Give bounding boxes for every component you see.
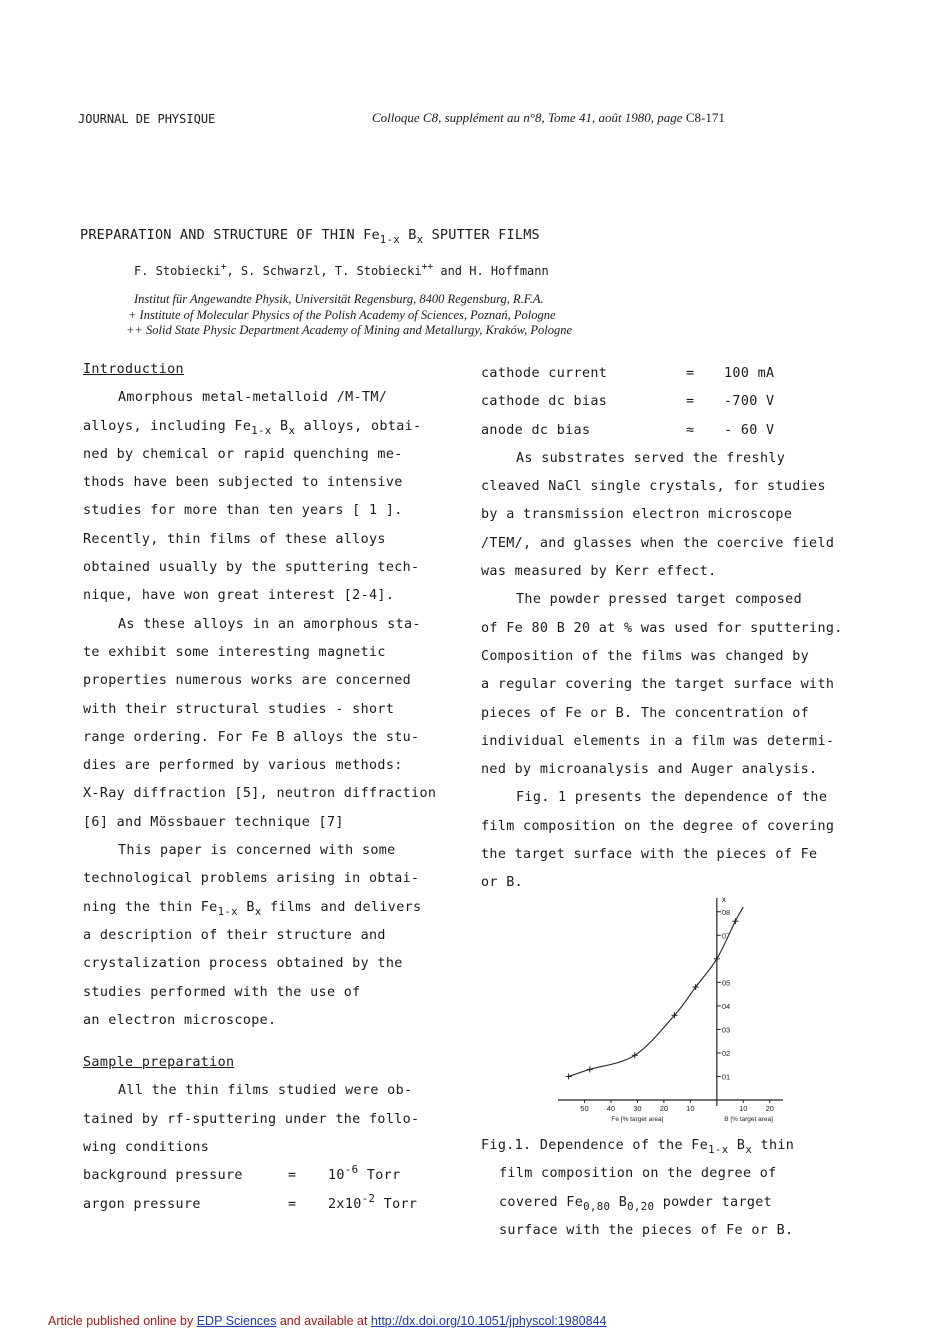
figure-1-plot bbox=[550, 890, 790, 1130]
y-tick-label: 04 bbox=[721, 1001, 731, 1011]
y-tick-label: 01 bbox=[721, 1072, 731, 1082]
condition-cathode-current: cathode current = 100 mA bbox=[481, 366, 775, 381]
condition-cathode-bias: cathode dc bias = -700 V bbox=[481, 394, 775, 410]
text-line: Fig. 1 presents the dependence of the bbox=[516, 790, 828, 806]
text-line: [6] and Mössbauer technique [7] bbox=[83, 814, 344, 830]
data-point bbox=[566, 1073, 572, 1079]
condition-argon-pressure: argon pressure = $2x10^{-2}$ Torr bbox=[83, 1191, 418, 1212]
figure-1 bbox=[550, 890, 790, 1135]
publisher-link[interactable]: EDP Sciences bbox=[196, 1314, 277, 1328]
author-list: F. Stobiecki+, S. Schwarzl, T. Stobiecki++ and H. Hoffmann bbox=[134, 261, 549, 278]
text-line: technological problems arising in obtai- bbox=[83, 871, 420, 887]
text-line: an electron microscope. bbox=[83, 1012, 277, 1028]
doi-link[interactable]: http://dx.doi.org/10.1051/jphyscol:1980844 bbox=[370, 1314, 607, 1328]
x-tick-label: 50 bbox=[580, 1104, 589, 1113]
y-axis-label: x bbox=[721, 895, 726, 904]
text-line: studies for more than ten years [ 1 ]. bbox=[83, 503, 403, 519]
x-axis-label-b: B [% target area] bbox=[724, 1116, 773, 1123]
text-line: All the thin films studied were ob- bbox=[118, 1083, 413, 1099]
caption-line: Fig.1. Dependence of the $Fe_{1-x}$ $B_x$ thin bbox=[481, 1138, 795, 1156]
text-line: Amorphous metal-metalloid /M-TM/ bbox=[118, 390, 388, 406]
publication-footer: Article published online by EDP Sciences and available at http://dx.doi.org/10.1051/jphyscol:1980844 bbox=[48, 1314, 607, 1328]
colloque-reference bbox=[372, 110, 725, 126]
section-heading-introduction: Introduction bbox=[83, 362, 184, 377]
text-line: The powder pressed target composed bbox=[516, 592, 803, 608]
condition-anode-bias: anode dc bias ≈ - 60 V bbox=[481, 422, 775, 438]
text-line: was measured by Kerr effect. bbox=[481, 564, 717, 580]
text-line: crystalization process obtained by the bbox=[83, 956, 403, 972]
y-tick-label: 08 bbox=[721, 907, 731, 917]
text-line: individual elements in a film was determi- bbox=[481, 733, 835, 749]
y-tick-label: 03 bbox=[721, 1025, 731, 1035]
caption-line: film composition on the degree of bbox=[499, 1166, 777, 1182]
text-line: ned by microanalysis and Auger analysis. bbox=[481, 762, 818, 778]
text-line: thods have been subjected to intensive bbox=[83, 475, 403, 491]
text-line: cleaved NaCl single crystals, for studies bbox=[481, 479, 826, 495]
y-tick-label: 05 bbox=[721, 978, 731, 988]
text-line: This paper is concerned with some bbox=[118, 843, 396, 859]
text-line: Composition of the films was changed by bbox=[481, 648, 810, 664]
text-line: Recently, thin films of these alloys bbox=[83, 531, 386, 547]
text-line: pieces of Fe or B. The concentration of bbox=[481, 705, 810, 721]
left-column bbox=[83, 356, 463, 1219]
affiliation-1: Institut für Angewandte Physik, Universität Regensburg, 8400 Regensburg, R.F.A. bbox=[134, 292, 544, 306]
x-tick-label: 20 bbox=[765, 1104, 774, 1113]
journal-name: JOURNAL DE PHYSIQUE bbox=[78, 112, 216, 126]
paper-title: PREPARATION AND STRUCTURE OF THIN $Fe_{1-x}$ $B_x$ SPUTTER FILMS bbox=[80, 227, 540, 246]
text-line: nique, have won great interest [2-4]. bbox=[83, 588, 395, 604]
text-line: obtained usually by the sputtering tech- bbox=[83, 560, 420, 576]
right-column bbox=[481, 360, 861, 898]
data-point bbox=[714, 956, 720, 962]
condition-background-pressure: background pressure = $10^{-6}$ Torr bbox=[83, 1163, 401, 1184]
text-line: te exhibit some interesting magnetic bbox=[83, 644, 386, 660]
text-line: wing conditions bbox=[83, 1140, 210, 1156]
text-line: the target surface with the pieces of Fe bbox=[481, 847, 818, 863]
affiliation-2: + Institute of Molecular Physics of the Polish Academy of Sciences, Poznań, Pologne bbox=[128, 308, 556, 322]
text-line: with their structural studies - short bbox=[83, 701, 395, 717]
text-line: a description of their structure and bbox=[83, 927, 386, 943]
text-line: As substrates served the freshly bbox=[516, 450, 786, 466]
text-line: tained by rf-sputtering under the follo- bbox=[83, 1111, 420, 1127]
text-line: /TEM/, and glasses when the coercive field bbox=[481, 535, 835, 551]
page-number: C8-171 bbox=[685, 110, 725, 125]
y-tick-label: 02 bbox=[721, 1048, 731, 1058]
text-line: or B. bbox=[481, 875, 524, 891]
text-line: dies are performed by various methods: bbox=[83, 758, 403, 774]
text-line: ned by chemical or rapid quenching me- bbox=[83, 446, 403, 462]
text-line: As these alloys in an amorphous sta- bbox=[118, 616, 421, 632]
text-line: by a transmission electron microscope bbox=[481, 507, 793, 523]
figure-1-caption bbox=[481, 1132, 794, 1245]
data-point bbox=[732, 918, 738, 924]
colloque-text: Colloque C8, supplément au n°8, Tome 41, août 1980, page bbox=[372, 110, 683, 125]
x-tick-label: 10 bbox=[686, 1104, 695, 1113]
x-tick-label: 30 bbox=[633, 1104, 642, 1113]
text-line: X-Ray diffraction [5], neutron diffraction bbox=[83, 786, 437, 802]
text-line: of Fe 80 B 20 at % was used for sputtering. bbox=[481, 620, 843, 636]
y-tick-label: 07 bbox=[721, 931, 731, 941]
text-line: studies performed with the use of bbox=[83, 984, 361, 1000]
text-line: ning the thin $Fe_{1-x}$ $B_x$ films and delivers bbox=[83, 899, 422, 918]
text-line: alloys, including $Fe_{1-x}$ $B_x$ alloys, obtai- bbox=[83, 418, 422, 437]
caption-line: covered $Fe_{0,80}$ $B_{0,20}$ powder target bbox=[499, 1194, 773, 1213]
text-line: film composition on the degree of covering bbox=[481, 818, 835, 834]
x-tick-label: 10 bbox=[739, 1104, 748, 1113]
text-line: a regular covering the target surface with bbox=[481, 677, 835, 693]
caption-line: surface with the pieces of Fe or B. bbox=[499, 1222, 794, 1238]
data-point bbox=[587, 1066, 593, 1072]
x-tick-label: 40 bbox=[606, 1104, 616, 1113]
x-tick-label: 20 bbox=[659, 1104, 669, 1113]
x-axis-label-fe: Fe [% target area] bbox=[611, 1116, 664, 1123]
text-line: range ordering. For Fe B alloys the stu- bbox=[83, 729, 420, 745]
text-line: properties numerous works are concerned bbox=[83, 673, 412, 689]
affiliation-3: ++ Solid State Physic Department Academy of Mining and Metallurgy, Kraków, Pologne bbox=[126, 323, 573, 337]
section-heading-sample-preparation: Sample preparation bbox=[83, 1055, 235, 1071]
